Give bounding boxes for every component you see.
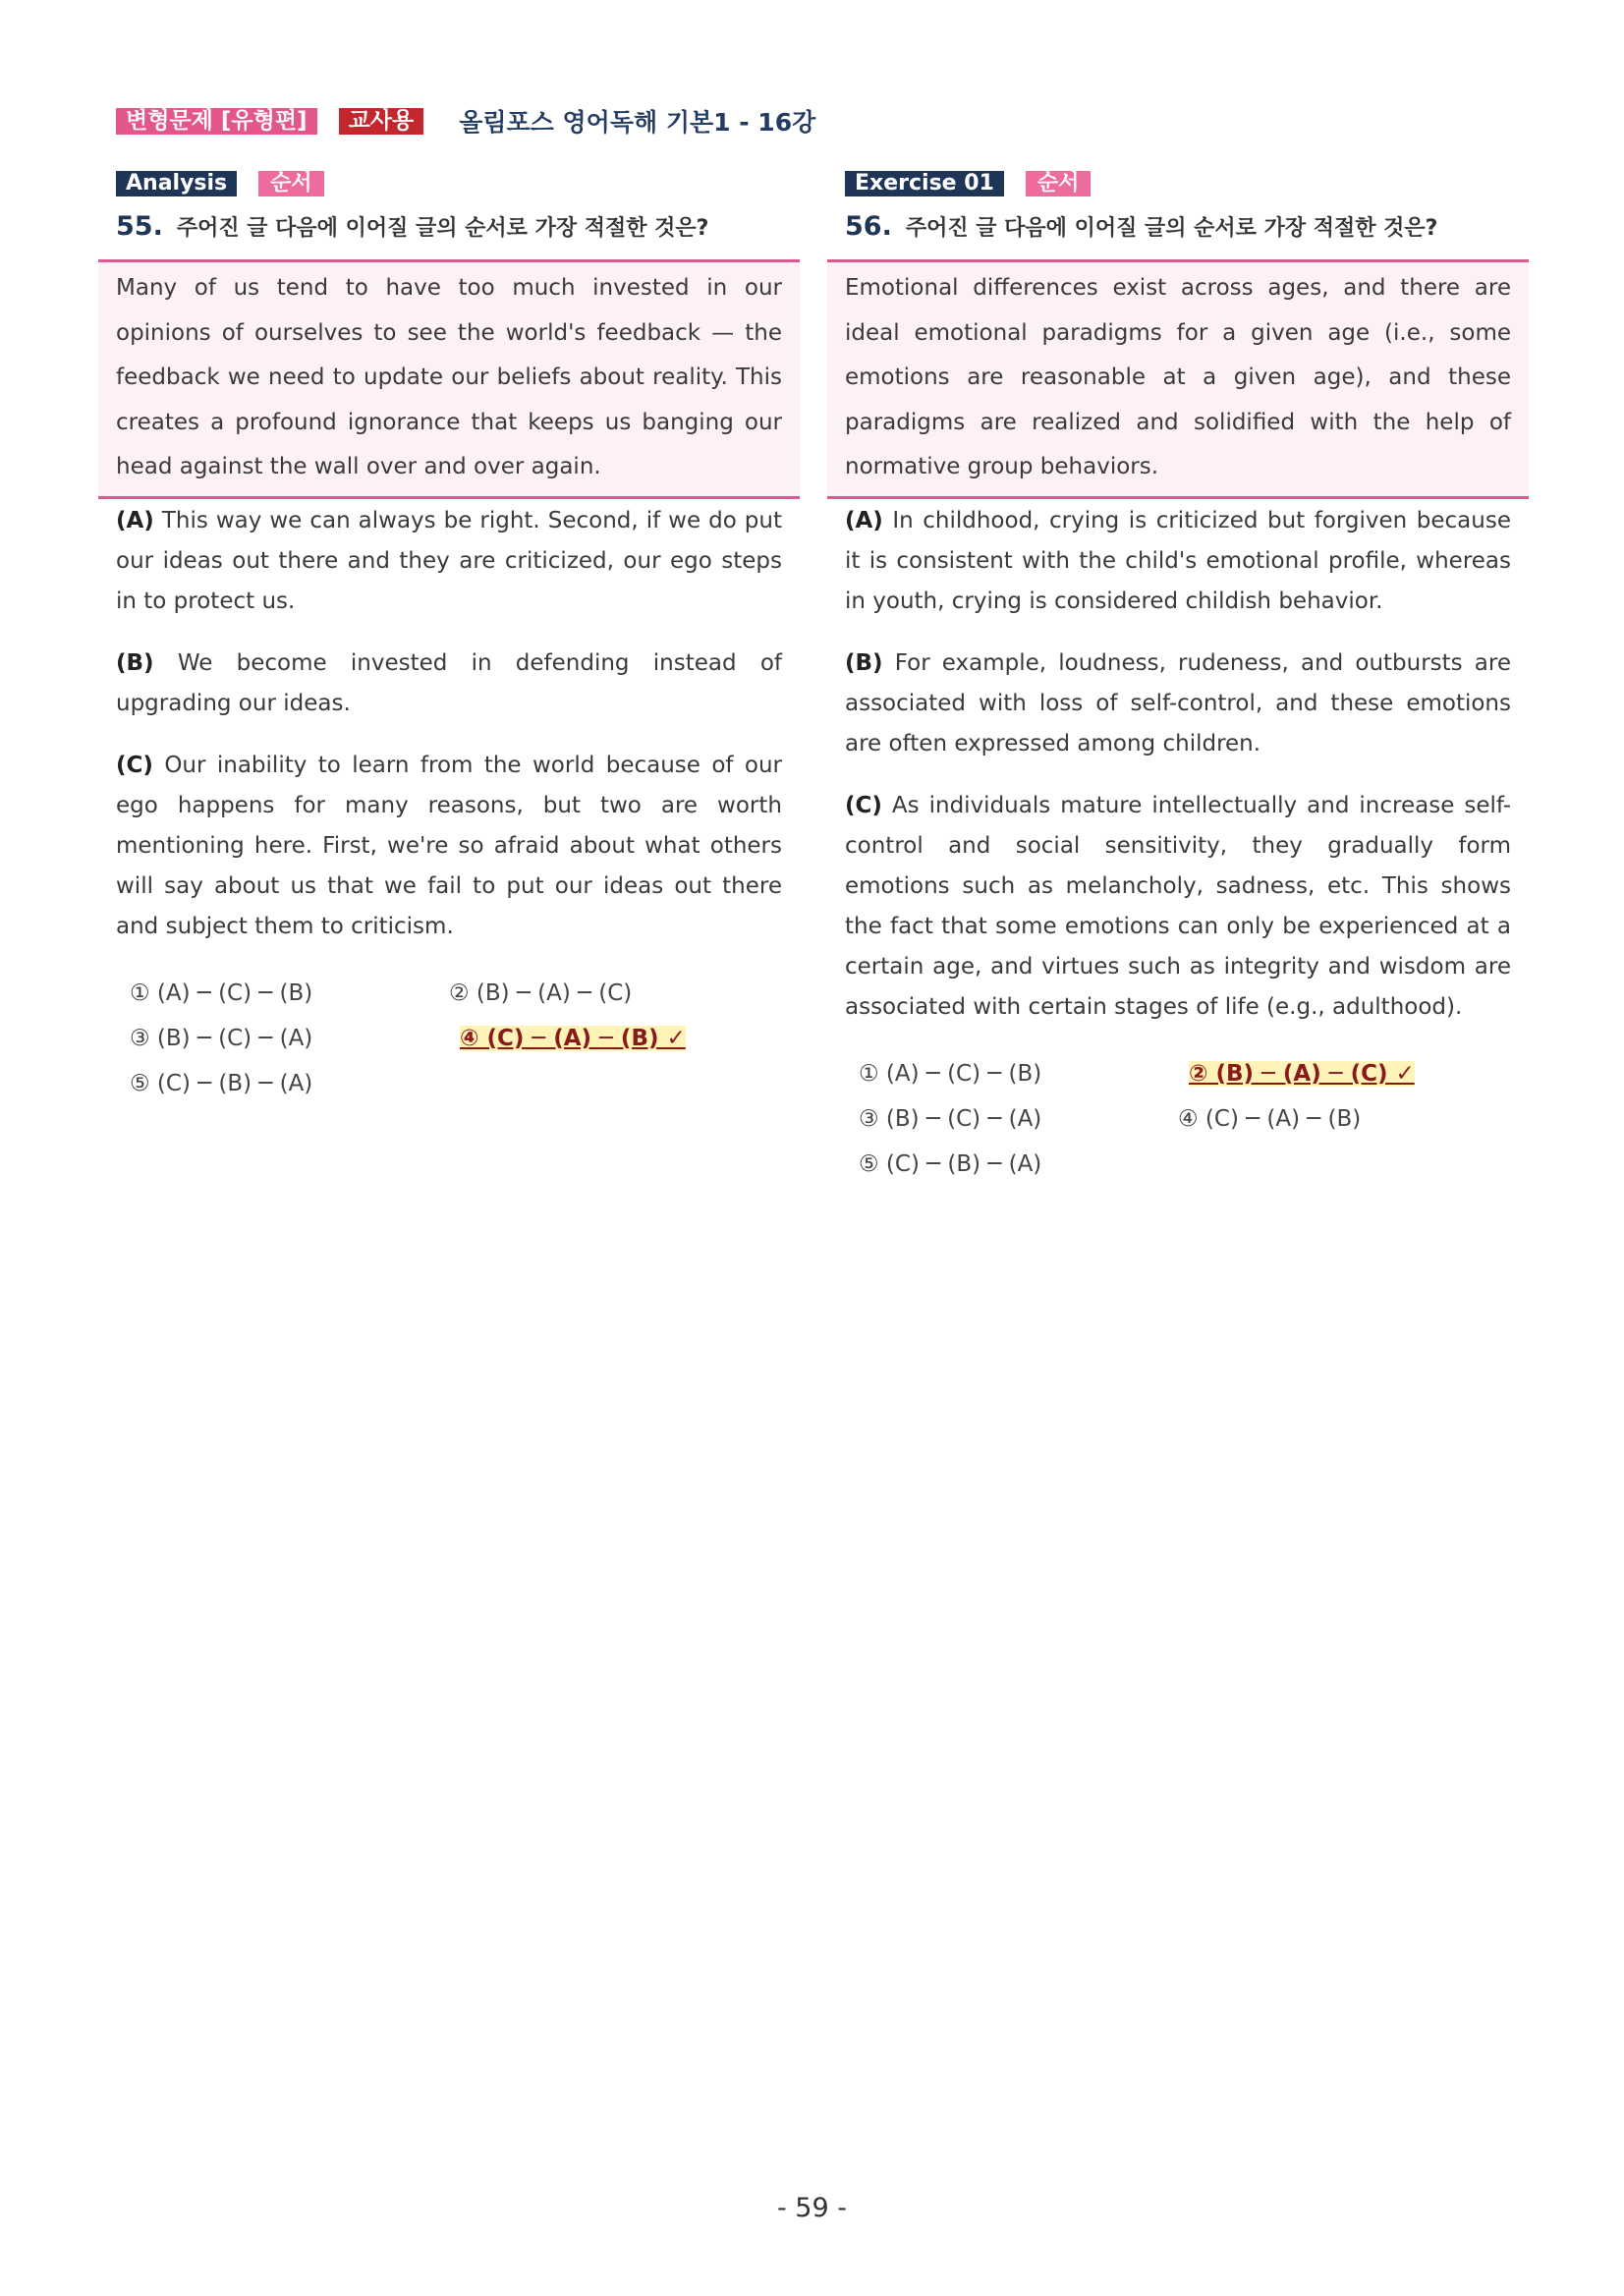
paragraph-a [98,501,800,622]
paragraph-label: (A) [845,507,883,533]
order-type-label: 순서 [258,171,324,196]
paragraph-text: In childhood, crying is criticized but forgiven because it is consistent with the child's emotional profile, whereas in youth, crying is considered childish behavior. [845,507,1511,614]
paragraph-b [827,644,1529,764]
answer-options [827,1051,1529,1187]
book-title: 올림포스 영어독해 기본1 - 16강 [459,108,816,137]
question-56-column [827,169,1529,1187]
option-2[interactable]: ② (B) ─ (A) ─ (C) [449,980,633,1006]
question-text: 주어진 글 다음에 이어질 글의 순서로 가장 적절한 것은? [905,215,1438,241]
option-5[interactable]: ⑤ (C) ─ (B) ─ (A) [859,1150,1042,1177]
paragraph-text: As individuals mature intellectually and increase self-control and social sensitivity, they gradually form emotions such as melancholy, sadness, etc. This shows the fact that some emotions can only be experienced at a certain age, and virtues such as integrity and wisdom are associated with certain stages of life (e.g., adulthood). [845,792,1511,1020]
page-header [116,104,815,138]
exercise-label: Exercise 01 [845,171,1004,196]
question-header [98,208,800,244]
variant-type-tag: 변형문제 [유형편] [116,108,317,135]
option-4-correct-answer[interactable]: ④ (C) ─ (A) ─ (B) ✓ [460,1025,686,1051]
option-2-correct-answer[interactable]: ② (B) ─ (A) ─ (C) ✓ [1189,1060,1415,1087]
option-3[interactable]: ③ (B) ─ (C) ─ (A) [859,1105,1042,1132]
option-5[interactable]: ⑤ (C) ─ (B) ─ (A) [130,1070,313,1096]
answer-options [98,971,800,1106]
paragraph-label: (B) [845,649,883,676]
paragraph-text: This way we can always be right. Second, if we do put our ideas out there and they are criticized, our ego steps in to protect us. [116,507,783,614]
paragraph-text: Our inability to learn from the world because of our ego happens for many reasons, but two are worth mentioning here. First, we're so afraid about what others will say about us that we fail to put our ideas out there and subject them to criticism. [116,752,783,939]
given-passage: Many of us tend to have too much invested in our opinions of ourselves to see the world's feedback — the feedback we need to update our beliefs about reality. This creates a profound ignorance that keeps us banging our head against the wall over and over again. [98,259,800,499]
option-1[interactable]: ① (A) ─ (C) ─ (B) [130,980,313,1006]
question-header [827,208,1529,244]
analysis-label: Analysis [116,171,237,196]
paragraph-text: For example, loudness, rudeness, and outbursts are associated with loss of self-control, and these emotions are often expressed among children. [845,649,1512,756]
paragraph-b [98,644,800,724]
teacher-edition-tag: 교사용 [339,108,424,135]
paragraph-a [827,501,1529,622]
paragraph-label: (C) [116,752,153,778]
page-number: - 59 - [776,2193,847,2223]
question-number: 56. [845,210,892,242]
order-type-label: 순서 [1026,171,1092,196]
paragraph-c [98,746,800,947]
option-3[interactable]: ③ (B) ─ (C) ─ (A) [130,1025,313,1051]
option-4[interactable]: ④ (C) ─ (A) ─ (B) [1178,1105,1362,1132]
question-number: 55. [116,210,163,242]
paragraph-text: We become invested in defending instead of upgrading our ideas. [116,649,783,716]
question-text: 주어진 글 다음에 이어질 글의 순서로 가장 적절한 것은? [176,215,709,241]
paragraph-label: (A) [116,507,154,533]
section-labels [98,169,800,198]
section-labels [827,169,1529,198]
given-passage: Emotional differences exist across ages, and there are ideal emotional paradigms for a given age (i.e., some emotions are reasonable at a given age), and these paradigms are realized and solidified with the help of normative group behaviors. [827,259,1529,499]
paragraph-label: (B) [116,649,154,676]
option-1[interactable]: ① (A) ─ (C) ─ (B) [859,1060,1042,1087]
question-55-column [98,169,800,1106]
paragraph-c [827,786,1529,1028]
paragraph-label: (C) [845,792,882,818]
